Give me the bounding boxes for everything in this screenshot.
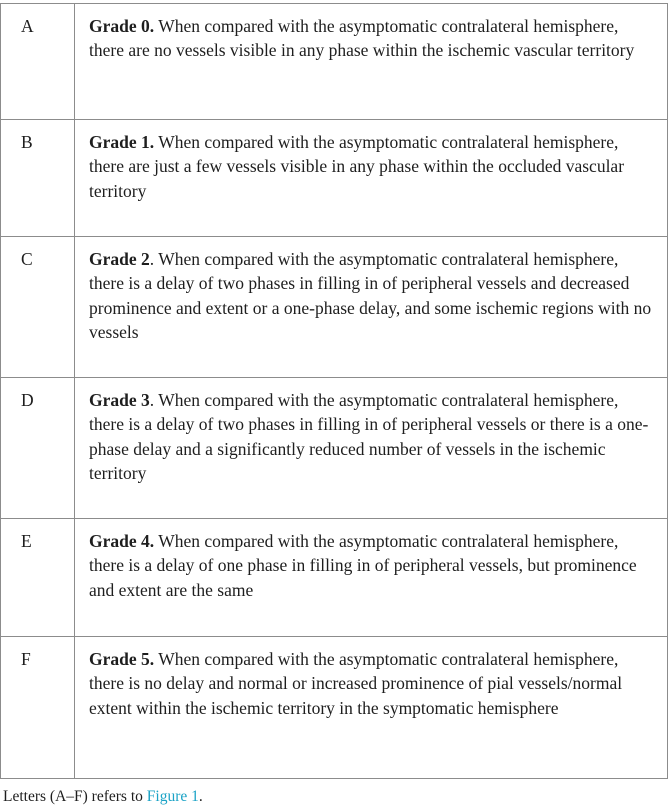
row-description	[75, 637, 668, 779]
grade-label: Grade 4.	[89, 531, 155, 551]
grade-text: When compared with the asymptomatic contralateral hemisphere, there is no delay and normal or increased prominence of pial vessels/normal extent within the ischemic territory in the symptomatic hemisphere	[89, 649, 623, 718]
row-letter: A	[1, 4, 75, 120]
row-description	[75, 519, 668, 637]
figure-link[interactable]: Figure 1	[146, 788, 199, 805]
table-row	[1, 519, 668, 637]
table-row	[1, 4, 668, 120]
footnote-text: Letters (A–F) refers to	[3, 788, 147, 805]
grading-table	[0, 3, 668, 779]
row-letter: F	[1, 637, 75, 779]
grade-text: When compared with the asymptomatic contralateral hemisphere, there are no vessels visible in any phase within the ischemic vascular territory	[89, 16, 635, 61]
row-description	[75, 4, 668, 120]
row-description	[75, 120, 668, 237]
table-row	[1, 378, 668, 519]
grade-text: . When compared with the asymptomatic contralateral hemisphere, there is a delay of two phases in filling in of peripheral vessels and decreased prominence and extent or a one-phase delay, and some ischemic regions with no vessels	[89, 249, 652, 342]
row-description	[75, 237, 668, 378]
footnote-period: .	[198, 788, 203, 805]
table-footnote	[3, 787, 203, 807]
grade-label: Grade 1.	[89, 132, 155, 152]
row-letter: B	[1, 120, 75, 237]
row-letter: C	[1, 237, 75, 378]
grade-text: . When compared with the asymptomatic contralateral hemisphere, there is a delay of two phases in filling in of peripheral vessels or there is a one-phase delay and a significantly reduced number of vessels in the ischemic territory	[89, 390, 649, 483]
grade-label: Grade 5.	[89, 649, 155, 669]
grade-label: Grade 2	[89, 249, 150, 269]
grade-label: Grade 0.	[89, 16, 155, 36]
table-row	[1, 237, 668, 378]
row-letter: E	[1, 519, 75, 637]
grade-text: When compared with the asymptomatic contralateral hemisphere, there are just a few vessels visible in any phase within the occluded vascular territory	[89, 132, 625, 201]
grade-label: Grade 3	[89, 390, 150, 410]
row-letter: D	[1, 378, 75, 519]
table-row	[1, 120, 668, 237]
row-description	[75, 378, 668, 519]
table-row	[1, 637, 668, 779]
grade-text: When compared with the asymptomatic contralateral hemisphere, there is a delay of one phase in filling in of peripheral vessels, but prominence and extent are the same	[89, 531, 637, 600]
